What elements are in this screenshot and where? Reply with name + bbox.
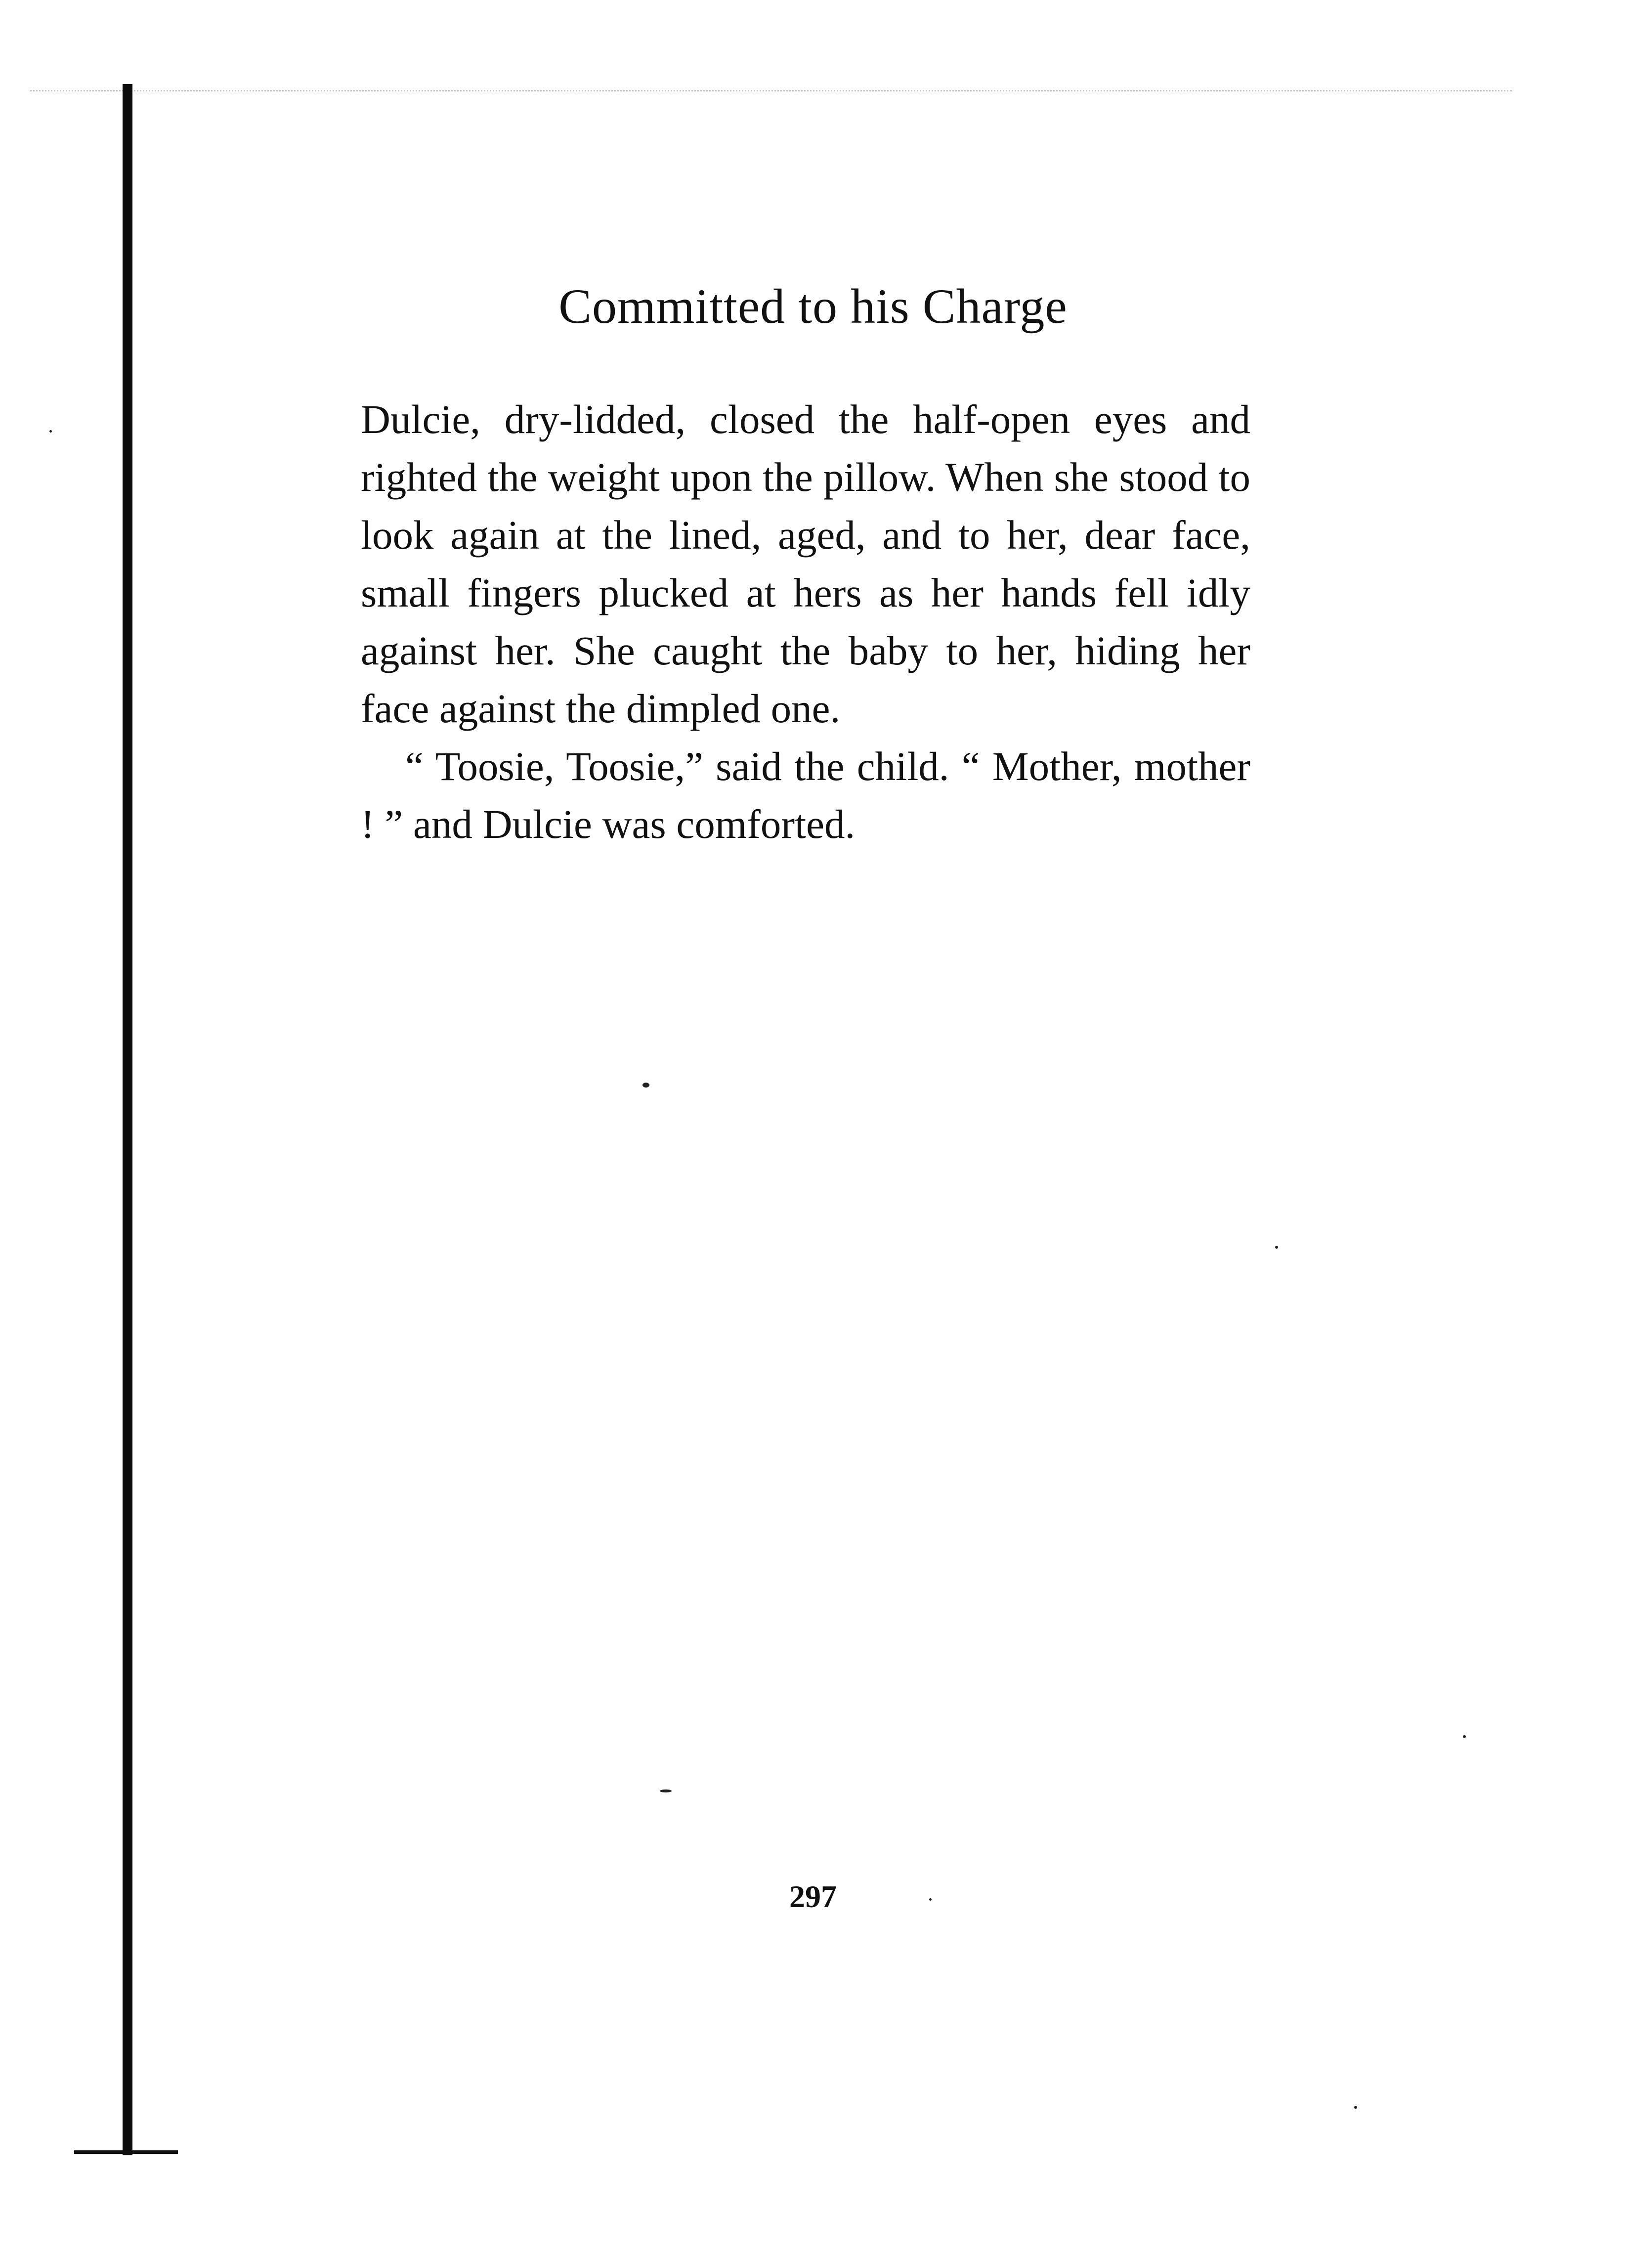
running-head: Committed to his Charge (558, 279, 1068, 334)
scan-speck (49, 430, 52, 433)
binding-margin-line (123, 84, 132, 2155)
scan-speck (660, 1789, 672, 1792)
scan-speck (642, 1083, 649, 1088)
paragraph: “ Toosie, Toosie,” said the child. “ Mother, mother ! ” and Dulcie was comforted. (361, 743, 1250, 847)
scan-speck (1463, 1735, 1466, 1738)
binding-foot-line (74, 2150, 178, 2154)
page-number: 297 (789, 1879, 837, 1914)
body-text (361, 391, 1250, 853)
scan-speck (1275, 1246, 1278, 1249)
paragraph: Dulcie, dry-lidded, closed the half-open eyes and righted the weight upon the pillow. When she stood to look again at the lined, aged, and to her, dear face, small fingers plucked at hers as her hands fell idly against her. She caught the baby to her, hiding her face against the dimpled one. (361, 396, 1250, 731)
scan-speck (1354, 2106, 1357, 2109)
scan-edge-artifact (30, 90, 1512, 91)
